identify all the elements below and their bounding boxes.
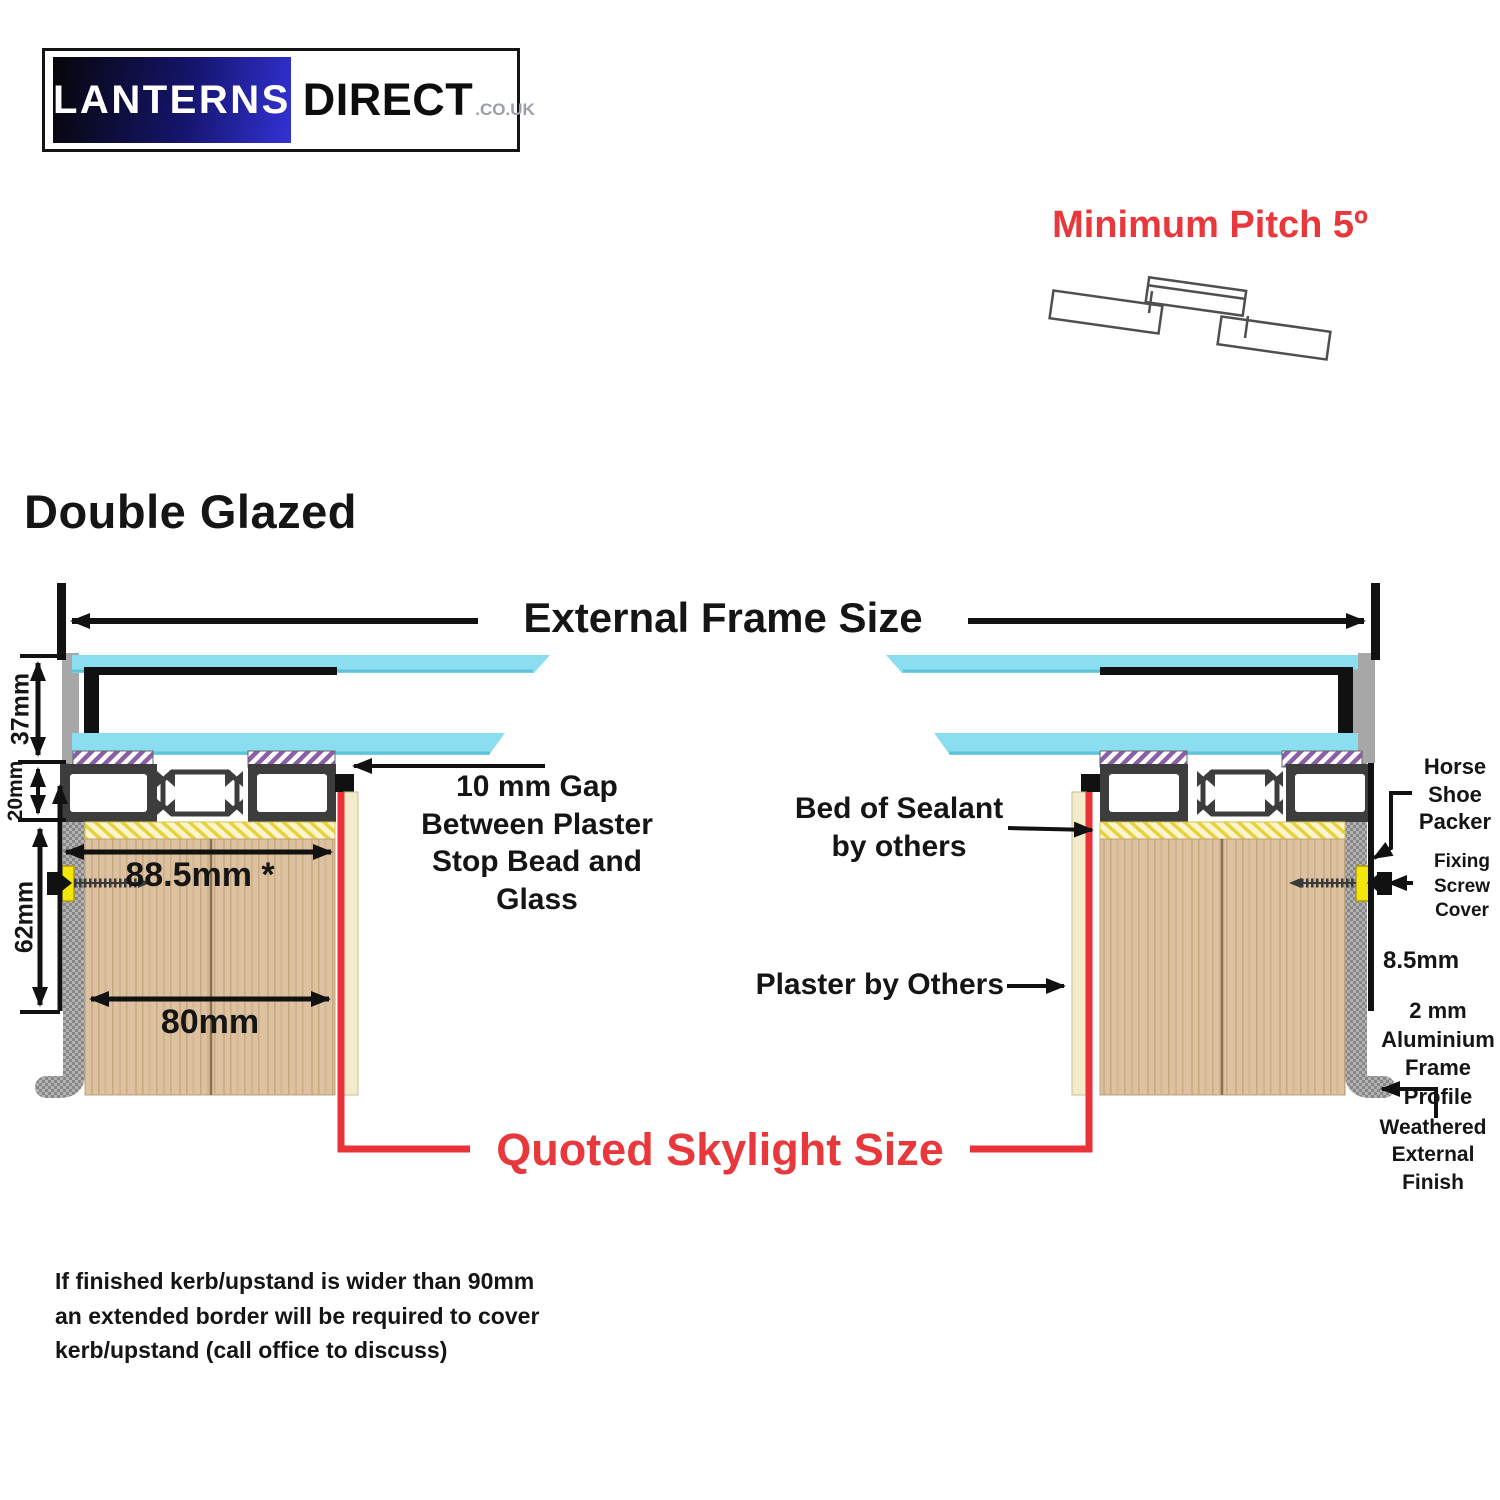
right-cross-section <box>886 653 1392 1095</box>
horse-shoe-packer-right <box>1356 866 1369 901</box>
minimum-pitch-label: Minimum Pitch 5º <box>1052 204 1368 246</box>
logo-right-group <box>303 74 535 126</box>
plaster-stop-bead-cap-left <box>335 774 354 792</box>
glass-spacer-right <box>1338 667 1353 733</box>
logo-blue-panel <box>53 57 291 143</box>
dim-8-5mm: 8.5mm <box>1383 947 1460 974</box>
dim-88-5mm: 88.5mm * <box>125 856 275 894</box>
plaster-stop-bead-cap-right <box>1081 774 1100 792</box>
efs-extent-left <box>57 583 66 660</box>
logo-brand-secondary: DIRECT <box>302 74 474 125</box>
plaster-stop-bead-right <box>1072 792 1086 1095</box>
plaster-stop-bead-left <box>344 792 358 1095</box>
dim-20mm: 20mm <box>4 760 27 822</box>
section-title: Double Glazed <box>24 485 357 538</box>
sealant-callout: Bed of Sealant by others <box>794 792 1004 863</box>
sealant-bed-left <box>85 822 335 839</box>
fixing-screw-cover-callout: Fixing Screw Cover <box>1434 851 1490 922</box>
logo-brand-suffix: .CO.UK <box>475 100 535 119</box>
pitch-sketch <box>1050 277 1331 359</box>
glass-edge-seal-right <box>1100 667 1353 675</box>
aluminium-profile-left <box>60 764 336 822</box>
logo-brand-primary: LANTERNS <box>53 77 291 122</box>
dim-62mm: 62mm <box>10 880 39 954</box>
sealant-bed-right <box>1100 822 1345 839</box>
weathered-finish-callout: Weathered External Finish <box>1379 1116 1487 1194</box>
brand-logo <box>42 48 535 152</box>
glass-edge-seal-left <box>84 667 337 675</box>
dim-37mm: 37mm <box>6 672 35 746</box>
footnote: If finished kerb/upstand is wider than 90mm an extended border will be required to cover kerb/upstand (call office to discuss) <box>55 1268 540 1363</box>
plaster-callout: Plaster by Others <box>755 968 1004 1001</box>
efs-extent-right <box>1371 583 1380 660</box>
gap-callout: 10 mm Gap Between Plaster Stop Bead and Glass <box>421 770 653 916</box>
external-frame-size-label: External Frame Size <box>478 594 968 642</box>
horse-shoe-packer-callout: Horse Shoe Packer <box>1418 754 1492 834</box>
frame-profile-callout: 2 mm Aluminium Frame Profile <box>1381 998 1495 1109</box>
quoted-skylight-size-label: Quoted Skylight Size <box>496 1124 944 1175</box>
aluminium-profile-right <box>1100 764 1374 822</box>
glass-spacer-left <box>84 667 99 733</box>
dim-80mm: 80mm <box>160 1003 260 1041</box>
